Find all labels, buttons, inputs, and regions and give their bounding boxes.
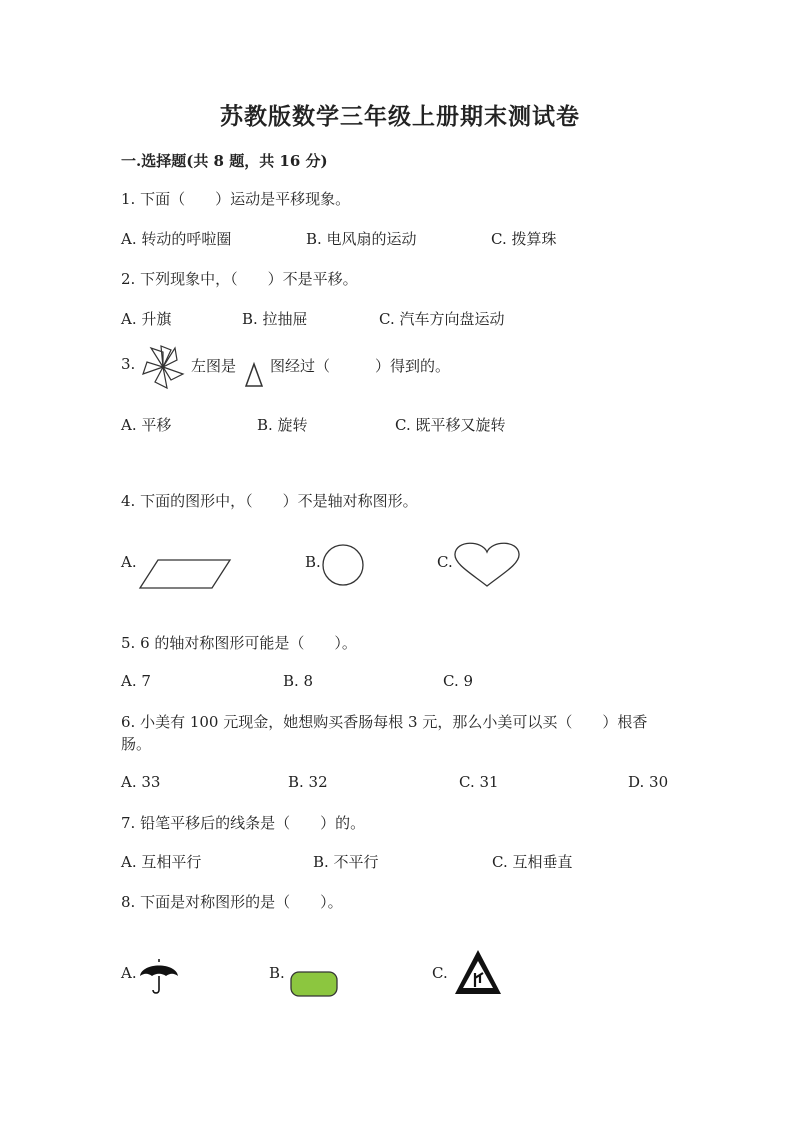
umbrella-icon: [138, 956, 180, 998]
question-5: 5. 6 的轴对称图形可能是（ ）。: [121, 634, 357, 652]
q6-option-b[interactable]: B. 32: [288, 773, 328, 791]
q4-option-c[interactable]: C.: [437, 553, 453, 571]
q5-option-c[interactable]: C. 9: [443, 672, 474, 690]
parallelogram-icon: [138, 558, 232, 590]
q3-option-c[interactable]: C. 既平移又旋转: [395, 416, 506, 434]
q7-option-a[interactable]: A. 互相平行: [121, 853, 202, 871]
question-3-text-part1: 左图是: [191, 357, 237, 375]
page-title: 苏教版数学三年级上册期末测试卷: [220, 103, 580, 130]
q4-option-a[interactable]: A.: [121, 553, 137, 571]
section-heading: 一.选择题(共 8 题，共 16 分): [121, 152, 328, 170]
q5-option-a[interactable]: A. 7: [121, 672, 151, 690]
question-6-line2: 肠。: [121, 735, 152, 753]
q8-option-a[interactable]: A.: [121, 964, 137, 982]
triangle-icon: [244, 362, 264, 388]
rounded-rectangle-icon: [290, 971, 338, 997]
q2-option-b[interactable]: B. 拉抽屉: [242, 310, 308, 328]
q3-option-b[interactable]: B. 旋转: [257, 416, 308, 434]
question-3-number: 3.: [121, 355, 136, 373]
q1-option-a[interactable]: A. 转动的呼啦圈: [121, 230, 232, 248]
question-2: 2. 下列现象中，（ ）不是平移。: [121, 270, 358, 288]
q2-option-a[interactable]: A. 升旗: [121, 310, 172, 328]
q3-option-a[interactable]: A. 平移: [121, 416, 172, 434]
heart-icon: [452, 540, 522, 588]
q1-option-b[interactable]: B. 电风扇的运动: [306, 230, 417, 248]
pinwheel-icon: [141, 344, 185, 390]
q4-option-b[interactable]: B.: [305, 553, 321, 571]
warning-sign-icon: [453, 947, 503, 997]
q7-option-b[interactable]: B. 不平行: [313, 853, 379, 871]
q1-option-c[interactable]: C. 拨算珠: [491, 230, 557, 248]
question-7: 7. 铅笔平移后的线条是（ ）的。: [121, 814, 366, 832]
q6-option-a[interactable]: A. 33: [121, 773, 161, 791]
q7-option-c[interactable]: C. 互相垂直: [492, 853, 573, 871]
q5-option-b[interactable]: B. 8: [283, 672, 314, 690]
question-4: 4. 下面的图形中，（ ）不是轴对称图形。: [121, 492, 418, 510]
q6-option-c[interactable]: C. 31: [459, 773, 499, 791]
question-1: 1. 下面（ ）运动是平移现象。: [121, 190, 351, 208]
question-8: 8. 下面是对称图形的是（ ）。: [121, 893, 343, 911]
question-6-line1: 6. 小美有 100 元现金，她想购买香肠每根 3 元，那么小美可以买（ ）根香: [121, 713, 648, 731]
q8-option-c[interactable]: C.: [432, 964, 448, 982]
q2-option-c[interactable]: C. 汽车方向盘运动: [379, 310, 505, 328]
q8-option-b[interactable]: B.: [269, 964, 285, 982]
question-3-text-part2: 图经过（ ）得到的。: [270, 357, 451, 375]
circle-icon: [322, 543, 366, 587]
q6-option-d[interactable]: D. 30: [628, 773, 669, 791]
